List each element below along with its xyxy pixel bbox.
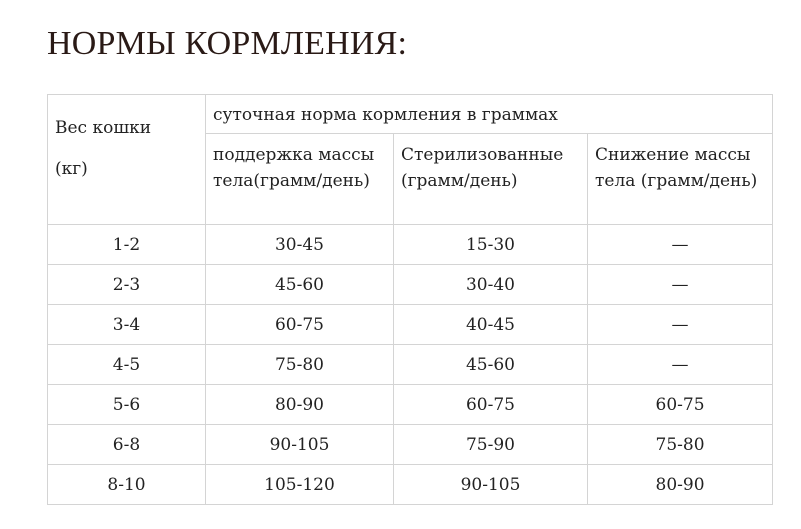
cell-weight-loss: —: [588, 345, 773, 385]
cell-weight: 4-5: [48, 345, 206, 385]
cell-sterilized: 15-30: [394, 225, 588, 265]
cell-sterilized: 40-45: [394, 305, 588, 345]
feeding-norms-table: [47, 94, 773, 505]
daily-norm-group-header: суточная норма кормления в граммах: [206, 95, 773, 134]
weight-header-unit: (кг): [55, 159, 88, 179]
table-row: [48, 345, 773, 385]
cell-sterilized: 30-40: [394, 265, 588, 305]
page-title: НОРМЫ КОРМЛЕНИЯ:: [47, 25, 408, 62]
cell-maintenance: 75-80: [206, 345, 394, 385]
header-row-top: [48, 95, 773, 134]
column-header-sterilized: Стерилизованные (грамм/день): [394, 134, 588, 225]
cell-maintenance: 90-105: [206, 425, 394, 465]
table-row: [48, 425, 773, 465]
column-header-weight-loss: Снижение массы тела (грамм/день): [588, 134, 773, 225]
cell-weight-loss: —: [588, 265, 773, 305]
table-row: [48, 305, 773, 345]
table-row: [48, 465, 773, 505]
cell-sterilized: 75-90: [394, 425, 588, 465]
cell-maintenance: 80-90: [206, 385, 394, 425]
cell-weight-loss: 60-75: [588, 385, 773, 425]
cell-weight: 5-6: [48, 385, 206, 425]
cell-weight-loss: —: [588, 225, 773, 265]
cell-maintenance: 45-60: [206, 265, 394, 305]
cell-weight-loss: 80-90: [588, 465, 773, 505]
cell-weight: 6-8: [48, 425, 206, 465]
table-row: [48, 385, 773, 425]
cell-weight-loss: —: [588, 305, 773, 345]
cell-maintenance: 105-120: [206, 465, 394, 505]
cell-sterilized: 45-60: [394, 345, 588, 385]
column-header-maintenance: поддержка массы тела(грамм/день): [206, 134, 394, 225]
cell-sterilized: 90-105: [394, 465, 588, 505]
cell-weight-loss: 75-80: [588, 425, 773, 465]
cell-weight: 3-4: [48, 305, 206, 345]
cell-maintenance: 30-45: [206, 225, 394, 265]
table-row: [48, 265, 773, 305]
table-body: [48, 95, 773, 505]
cell-weight: 8-10: [48, 465, 206, 505]
weight-header-label: Вес кошки: [55, 118, 152, 138]
weight-header-cell: [48, 95, 206, 225]
table-row: [48, 225, 773, 265]
cell-weight: 1-2: [48, 225, 206, 265]
cell-maintenance: 60-75: [206, 305, 394, 345]
cell-sterilized: 60-75: [394, 385, 588, 425]
cell-weight: 2-3: [48, 265, 206, 305]
